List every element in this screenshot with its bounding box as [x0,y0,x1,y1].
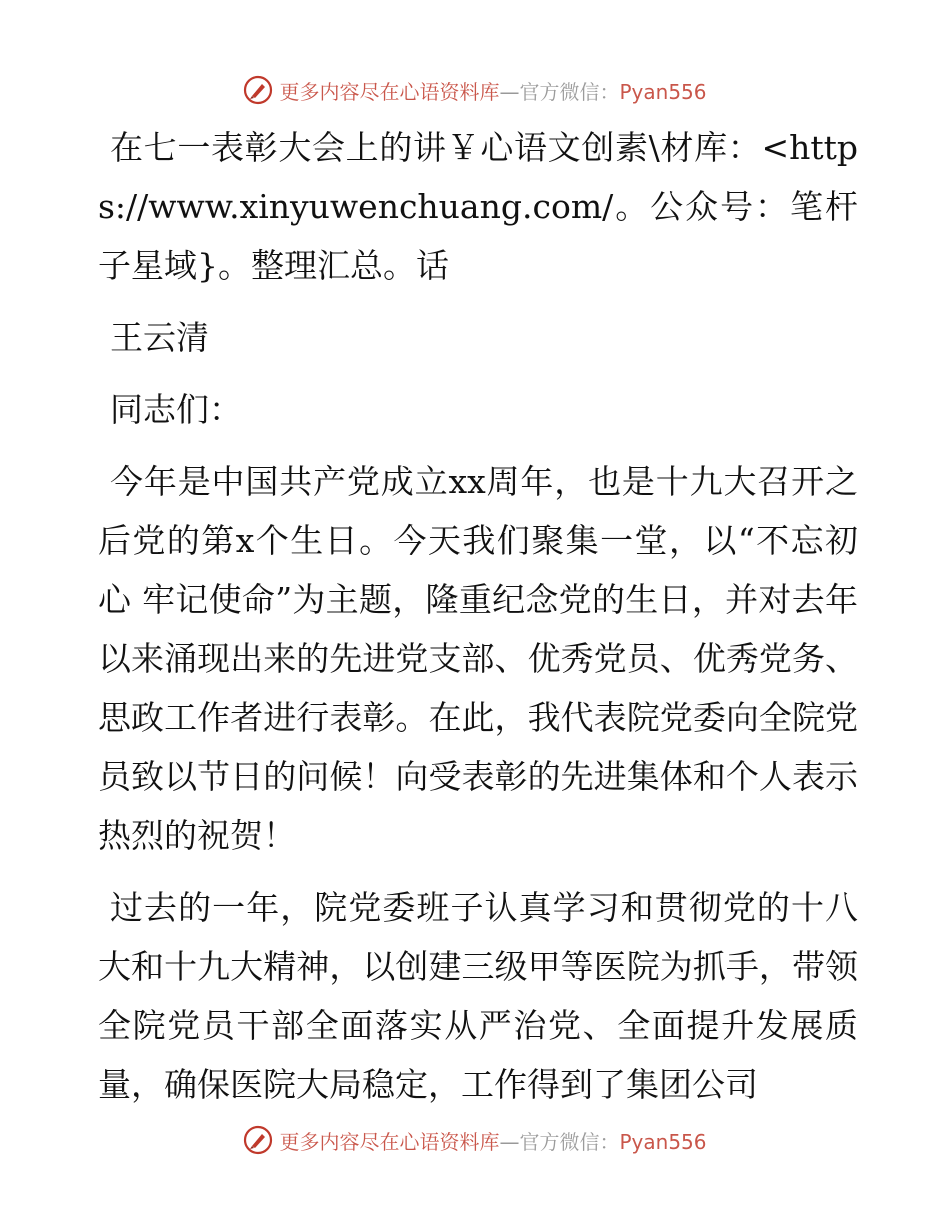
document-title: 在七一表彰大会上的讲￥心语文创素\材库：<https://www.xinyuwenchuang.com/。公众号：笔杆子星域}。整理汇总。话 [98,128,858,285]
header-watermark-banner [0,70,950,110]
salutation: 同志们： [110,390,242,429]
document-body [98,118,858,1127]
footer-watermark-banner [0,1120,950,1160]
watermark-text: 更多内容尽在心语资料库—官方微信：Pyan556 [279,1129,707,1154]
paragraph-2: 过去的一年，院党委班子认真学习和贯彻党的十八大和十九大精神，以创建三级甲等医院为抓手，带领全院党员干部全面落实从严治党、全面提升发展质量，确保医院大局稳定，工作得到了集团公司 [98,888,858,1104]
pen-nib-logo-icon [243,75,273,105]
paragraph-1: 今年是中国共产党成立xx周年，也是十九大召开之后党的第x个生日。今天我们聚集一堂，以“不忘初心 牢记使命”为主题，隆重纪念党的生日，并对去年以来涌现出来的先进党支部、优秀党员、优秀党务、思政工作者进行表彰。在此，我代表院党委向全院党员致以节日的问候！向受表彰的先进集体和个人表示热烈的祝贺！ [98,462,858,855]
pen-nib-logo-icon [243,1125,273,1155]
author-name: 王云清 [110,318,209,357]
watermark-text: 更多内容尽在心语资料库—官方微信：Pyan556 [279,79,707,104]
